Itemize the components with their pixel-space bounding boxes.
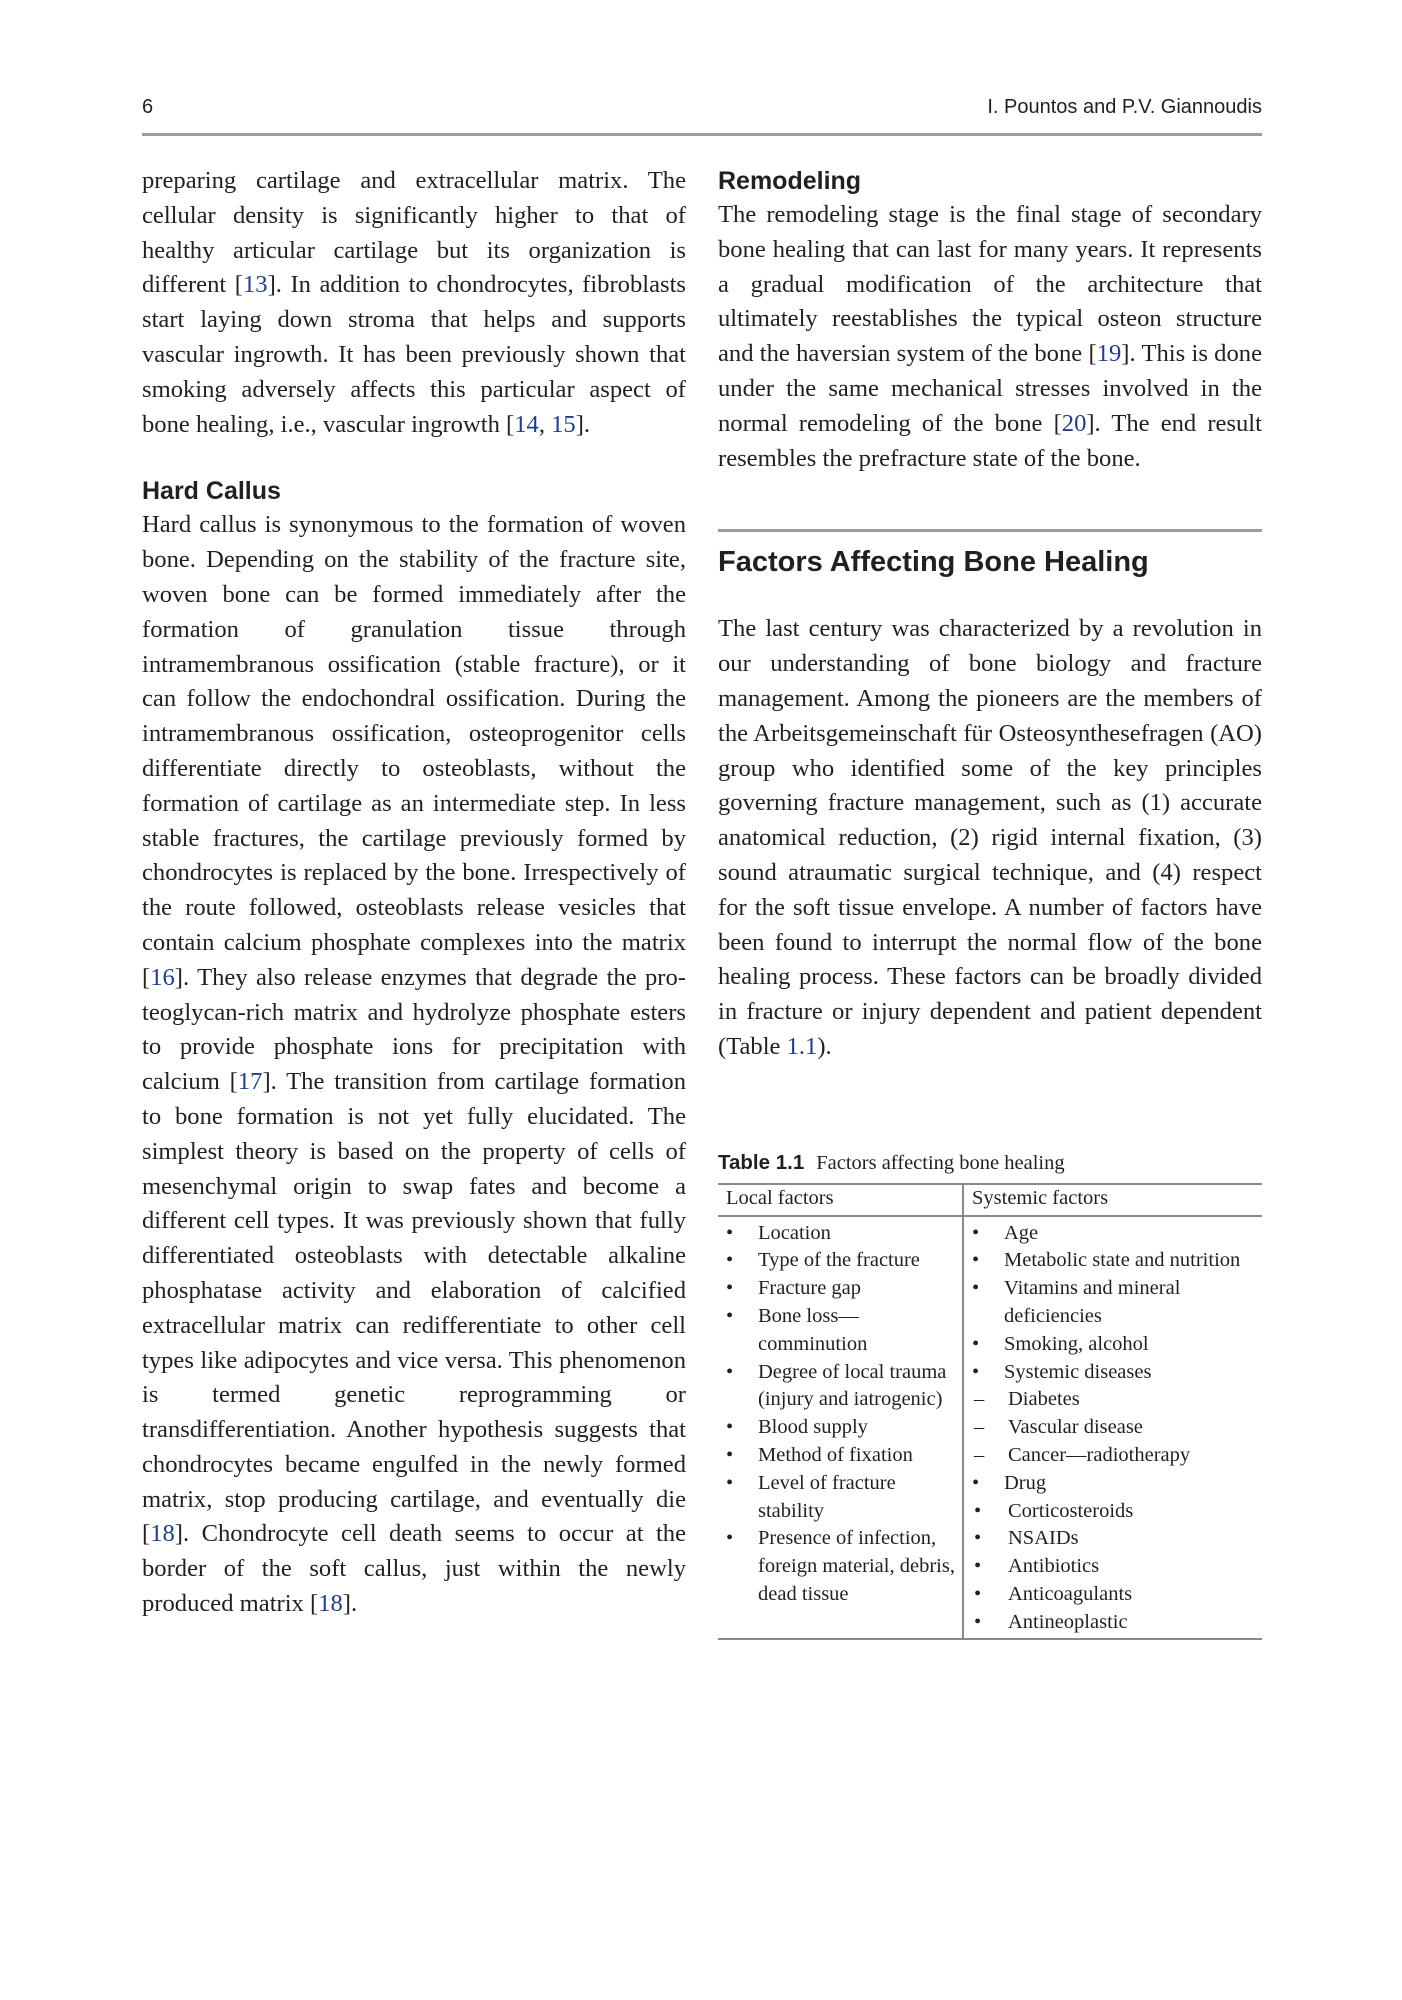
page-number: 6: [142, 96, 154, 118]
paragraph-factors: The last century was characterized by a revolution in our understanding of bone biology and fracture management. Among the pioneers are the members of the Arbeitsgemeinschaft für Osteosynthesefragen (AO) group who identified some of the key principles governing fracture management, such as (1) accurate anatomical reduction, (2) rigid internal fixation, (3) sound atraumatic surgical technique, and (4) respect for the soft tissue envelope. A number of factors have been found to interrupt the normal flow of the bone healing process. These factors can be broadly divided in fracture or injury dependent and patient dependent (Table 1.1).: [718, 615, 1262, 1060]
list-item: • Type of the fracture: [726, 1247, 962, 1275]
section-heading-factors: Factors Affecting Bone Healing: [718, 546, 1149, 579]
citation-link[interactable]: 17: [237, 1068, 263, 1096]
list-item: • Fracture gap: [726, 1275, 962, 1303]
list-item: • Presence of infection, foreign material, debris, dead tissue: [726, 1525, 962, 1608]
list-item: • Age: [972, 1220, 1262, 1248]
local-factors-cell: [718, 1216, 963, 1640]
paragraph-hard-callus: Hard callus is synonymous to the formation of woven bone. Depending on the stability of the fracture site, woven bone can be formed immediately after the formation of granulation tissue through intramembranous ossification (stable fracture), or it can follow the endochondral ossification. During the intramembranous ossification, osteoprogenitor cells differentiate directly to osteoblasts, without the formation of cartilage as an intermediate step. In less stable fractures, the cartilage previously formed by chondrocytes is replaced by the bone. Irrespectively of the route followed, osteoblasts release vesicles that contain calcium phosphate complexes into the matrix [16]. They also release enzymes that degrade the proteoglycan-rich matrix and hydrolyze phosphate esters to provide phosphate ions for precipitation with calcium [17]. The transition from cartilage formation to bone formation is not yet fully elucidated. The simplest theory is based on the property of cells of mesenchymal origin to swap fates and become a different cell types. It was previously shown that fully differentiated osteoblasts with detectable alkaline phosphatase activity and elaboration of calcified extracellular matrix can redifferentiate to other cell types like adipocytes and vice versa. This phenomenon is termed genetic reprogramming or transdifferentiation. Another hypothesis suggests that chondrocytes became engulfed in the newly formed matrix, stop producing cartilage, and eventually die [18]. Chondrocyte cell death seems to occur at the border of the soft callus, just within the newly produced matrix [18].: [142, 511, 686, 1618]
citation-link[interactable]: 15: [551, 410, 576, 438]
list-item: • Corticosteroids: [972, 1498, 1262, 1526]
citation-link[interactable]: 14: [514, 410, 539, 438]
header-rule: [142, 133, 1262, 136]
table-header-row: [718, 1184, 1262, 1216]
running-head-authors: I. Pountos and P.V. Giannoudis: [987, 96, 1262, 118]
column-header-local: Local factors: [718, 1184, 963, 1216]
page-header: [142, 96, 1262, 126]
table-caption-text: Factors affecting bone healing: [816, 1151, 1065, 1174]
list-item: • Antibiotics: [972, 1553, 1262, 1581]
list-item: • Blood supply: [726, 1414, 962, 1442]
list-item: • Location: [726, 1220, 962, 1248]
list-item: • NSAIDs: [972, 1525, 1262, 1553]
citation-link[interactable]: 18: [150, 1520, 175, 1548]
section-heading-hard-callus: Hard Callus: [142, 477, 281, 506]
list-item: • Level of fracture stability: [726, 1470, 962, 1526]
systemic-factors-cell: [963, 1216, 1262, 1640]
table-row: [718, 1216, 1262, 1640]
paragraph-soft-callus-continued: preparing cartilage and extracellular matrix. The cellular density is significantly higher to that of healthy articular cartilage but its organization is different [13]. In addition to chondrocytes, fibroblasts start laying down stroma that helps and supports vascular ingrowth. It has been previously shown that smoking adversely affects this particular aspect of bone healing, i.e., vascular ingrowth [14, 15].: [142, 167, 686, 438]
factors-table: [718, 1183, 1262, 1641]
systemic-drug-list: [972, 1470, 1262, 1498]
list-item: • Degree of local trauma (injury and iatrogenic): [726, 1359, 962, 1415]
paragraph-remodeling: The remodeling stage is the final stage of secondary bone healing that can last for many years. It represents a gradual modification of the architecture that ultimately reestablishes the typical osteon structure and the haversian system of the bone [19]. This is done under the same mechanical stresses involved in the normal remodeling of the bone [20]. The end result resembles the prefracture state of the bone.: [718, 201, 1262, 472]
right-column: [718, 164, 1262, 1640]
drug-sublist: [972, 1498, 1262, 1637]
list-item: • Smoking, alcohol: [972, 1331, 1262, 1359]
list-item: – Vascular disease: [972, 1414, 1262, 1442]
list-item: – Cancer—radiotherapy: [972, 1442, 1262, 1470]
citation-link[interactable]: 18: [318, 1590, 343, 1618]
systemic-diseases-sublist: [972, 1386, 1262, 1469]
systemic-factors-list: [972, 1220, 1262, 1387]
local-factors-list: [726, 1220, 962, 1609]
section-rule: [718, 529, 1262, 532]
list-item: • Bone loss—comminution: [726, 1303, 962, 1359]
list-item: • Antineoplastic: [972, 1609, 1262, 1637]
list-item: • Drug: [972, 1470, 1262, 1498]
list-item: • Systemic diseases: [972, 1359, 1262, 1387]
citation-link[interactable]: 13: [242, 271, 268, 299]
list-item: • Method of fixation: [726, 1442, 962, 1470]
list-item: • Metabolic state and nutrition: [972, 1247, 1262, 1275]
table-reference-link[interactable]: 1.1: [786, 1032, 818, 1060]
table-caption: [718, 1149, 1262, 1177]
list-item: • Vitamins and mineral deficiencies: [972, 1275, 1262, 1331]
list-item: • Anticoagulants: [972, 1581, 1262, 1609]
list-item: – Diabetes: [972, 1386, 1262, 1414]
citation-link[interactable]: 19: [1096, 340, 1122, 368]
section-heading-remodeling: Remodeling: [718, 167, 862, 195]
table-label: Table 1.1: [718, 1150, 805, 1174]
column-header-systemic: Systemic factors: [972, 1186, 1109, 1209]
citation-link[interactable]: 16: [150, 963, 175, 991]
left-column: [142, 164, 686, 1622]
citation-link[interactable]: 20: [1061, 409, 1087, 437]
